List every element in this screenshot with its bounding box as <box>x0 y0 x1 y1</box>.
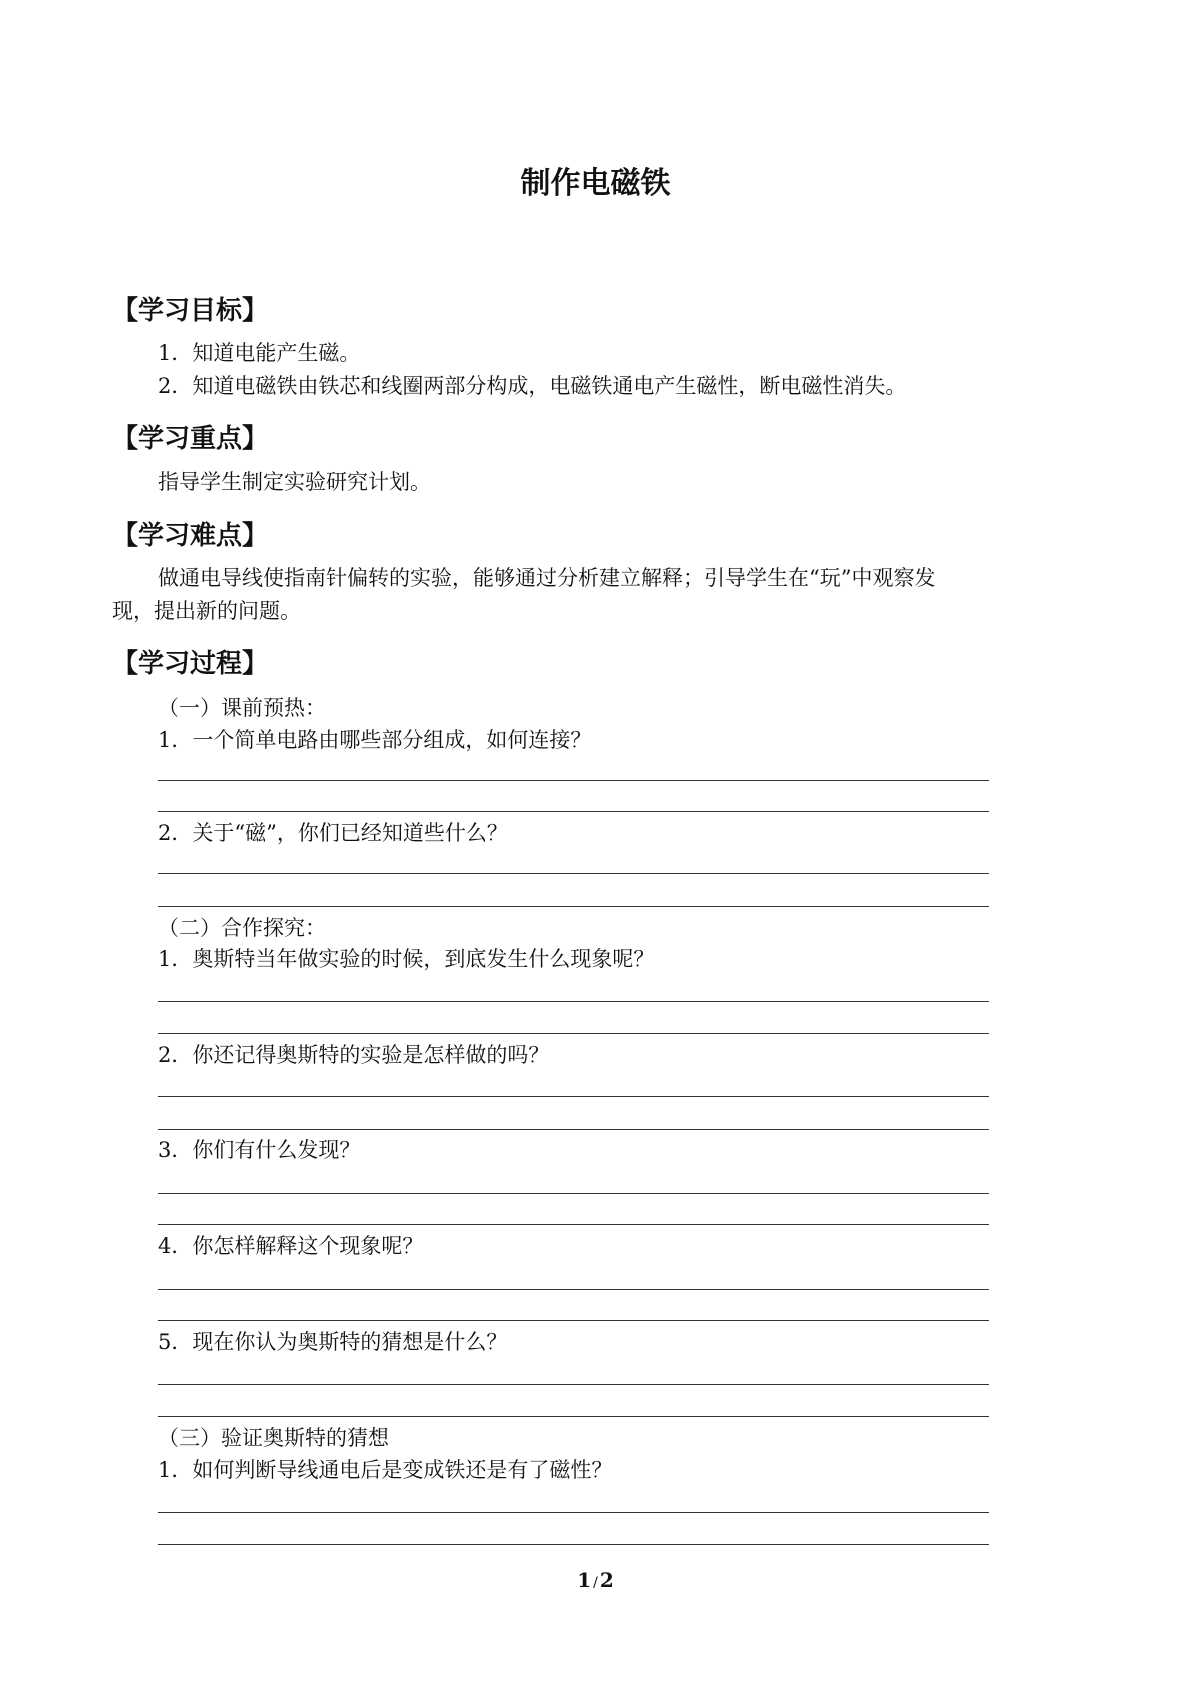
part1-label: （一）课前预热： <box>158 696 326 720</box>
keypoints-heading: 【学习重点】 <box>112 424 269 454</box>
objective-item: 1．知道电能产生磁。 <box>158 341 361 365</box>
difficulties-heading: 【学习难点】 <box>112 521 269 551</box>
current-page: 1 <box>577 1568 592 1592</box>
objectives-heading: 【学习目标】 <box>112 296 269 326</box>
answer-line[interactable] <box>158 1416 989 1417</box>
part3-question: 1．如何判断导线通电后是变成铁还是有了磁性？ <box>158 1458 613 1482</box>
answer-line[interactable] <box>158 1193 989 1194</box>
difficulties-text-line1: 做通电导线使指南针偏转的实验，能够通过分析建立解释；引导学生在“玩”中观察发 <box>158 566 936 590</box>
part2-question: 3．你们有什么发现？ <box>158 1138 361 1162</box>
part2-question: 5．现在你认为奥斯特的猜想是什么？ <box>158 1330 508 1354</box>
answer-line[interactable] <box>158 873 989 874</box>
answer-line[interactable] <box>158 1224 989 1225</box>
keypoints-text: 指导学生制定实验研究计划。 <box>158 470 431 494</box>
part3-label: （三）验证奥斯特的猜想 <box>158 1426 389 1450</box>
process-heading: 【学习过程】 <box>112 649 269 679</box>
part2-label: （二）合作探究： <box>158 916 326 940</box>
part1-question: 1．一个简单电路由哪些部分组成，如何连接？ <box>158 728 592 752</box>
page-number <box>0 1568 1191 1592</box>
total-pages: 2 <box>599 1568 614 1592</box>
answer-line[interactable] <box>158 1129 989 1130</box>
page-title: 制作电磁铁 <box>520 166 671 201</box>
page-separator: / <box>593 1575 598 1591</box>
answer-line[interactable] <box>158 906 989 907</box>
part2-question: 4．你怎样解释这个现象呢？ <box>158 1234 424 1258</box>
part2-question: 2．你还记得奥斯特的实验是怎样做的吗？ <box>158 1043 550 1067</box>
answer-line[interactable] <box>158 780 989 781</box>
answer-line[interactable] <box>158 1033 989 1034</box>
answer-line[interactable] <box>158 811 989 812</box>
answer-line[interactable] <box>158 1096 989 1097</box>
difficulties-text-line2: 现，提出新的问题。 <box>112 599 301 623</box>
answer-line[interactable] <box>158 1512 989 1513</box>
answer-line[interactable] <box>158 1001 989 1002</box>
answer-line[interactable] <box>158 1544 989 1545</box>
part2-question: 1．奥斯特当年做实验的时候，到底发生什么现象呢？ <box>158 947 655 971</box>
answer-line[interactable] <box>158 1289 989 1290</box>
answer-line[interactable] <box>158 1320 989 1321</box>
answer-line[interactable] <box>158 1384 989 1385</box>
objective-item: 2．知道电磁铁由铁芯和线圈两部分构成，电磁铁通电产生磁性，断电磁性消失。 <box>158 374 907 398</box>
part1-question: 2．关于“磁”，你们已经知道些什么？ <box>158 821 508 845</box>
